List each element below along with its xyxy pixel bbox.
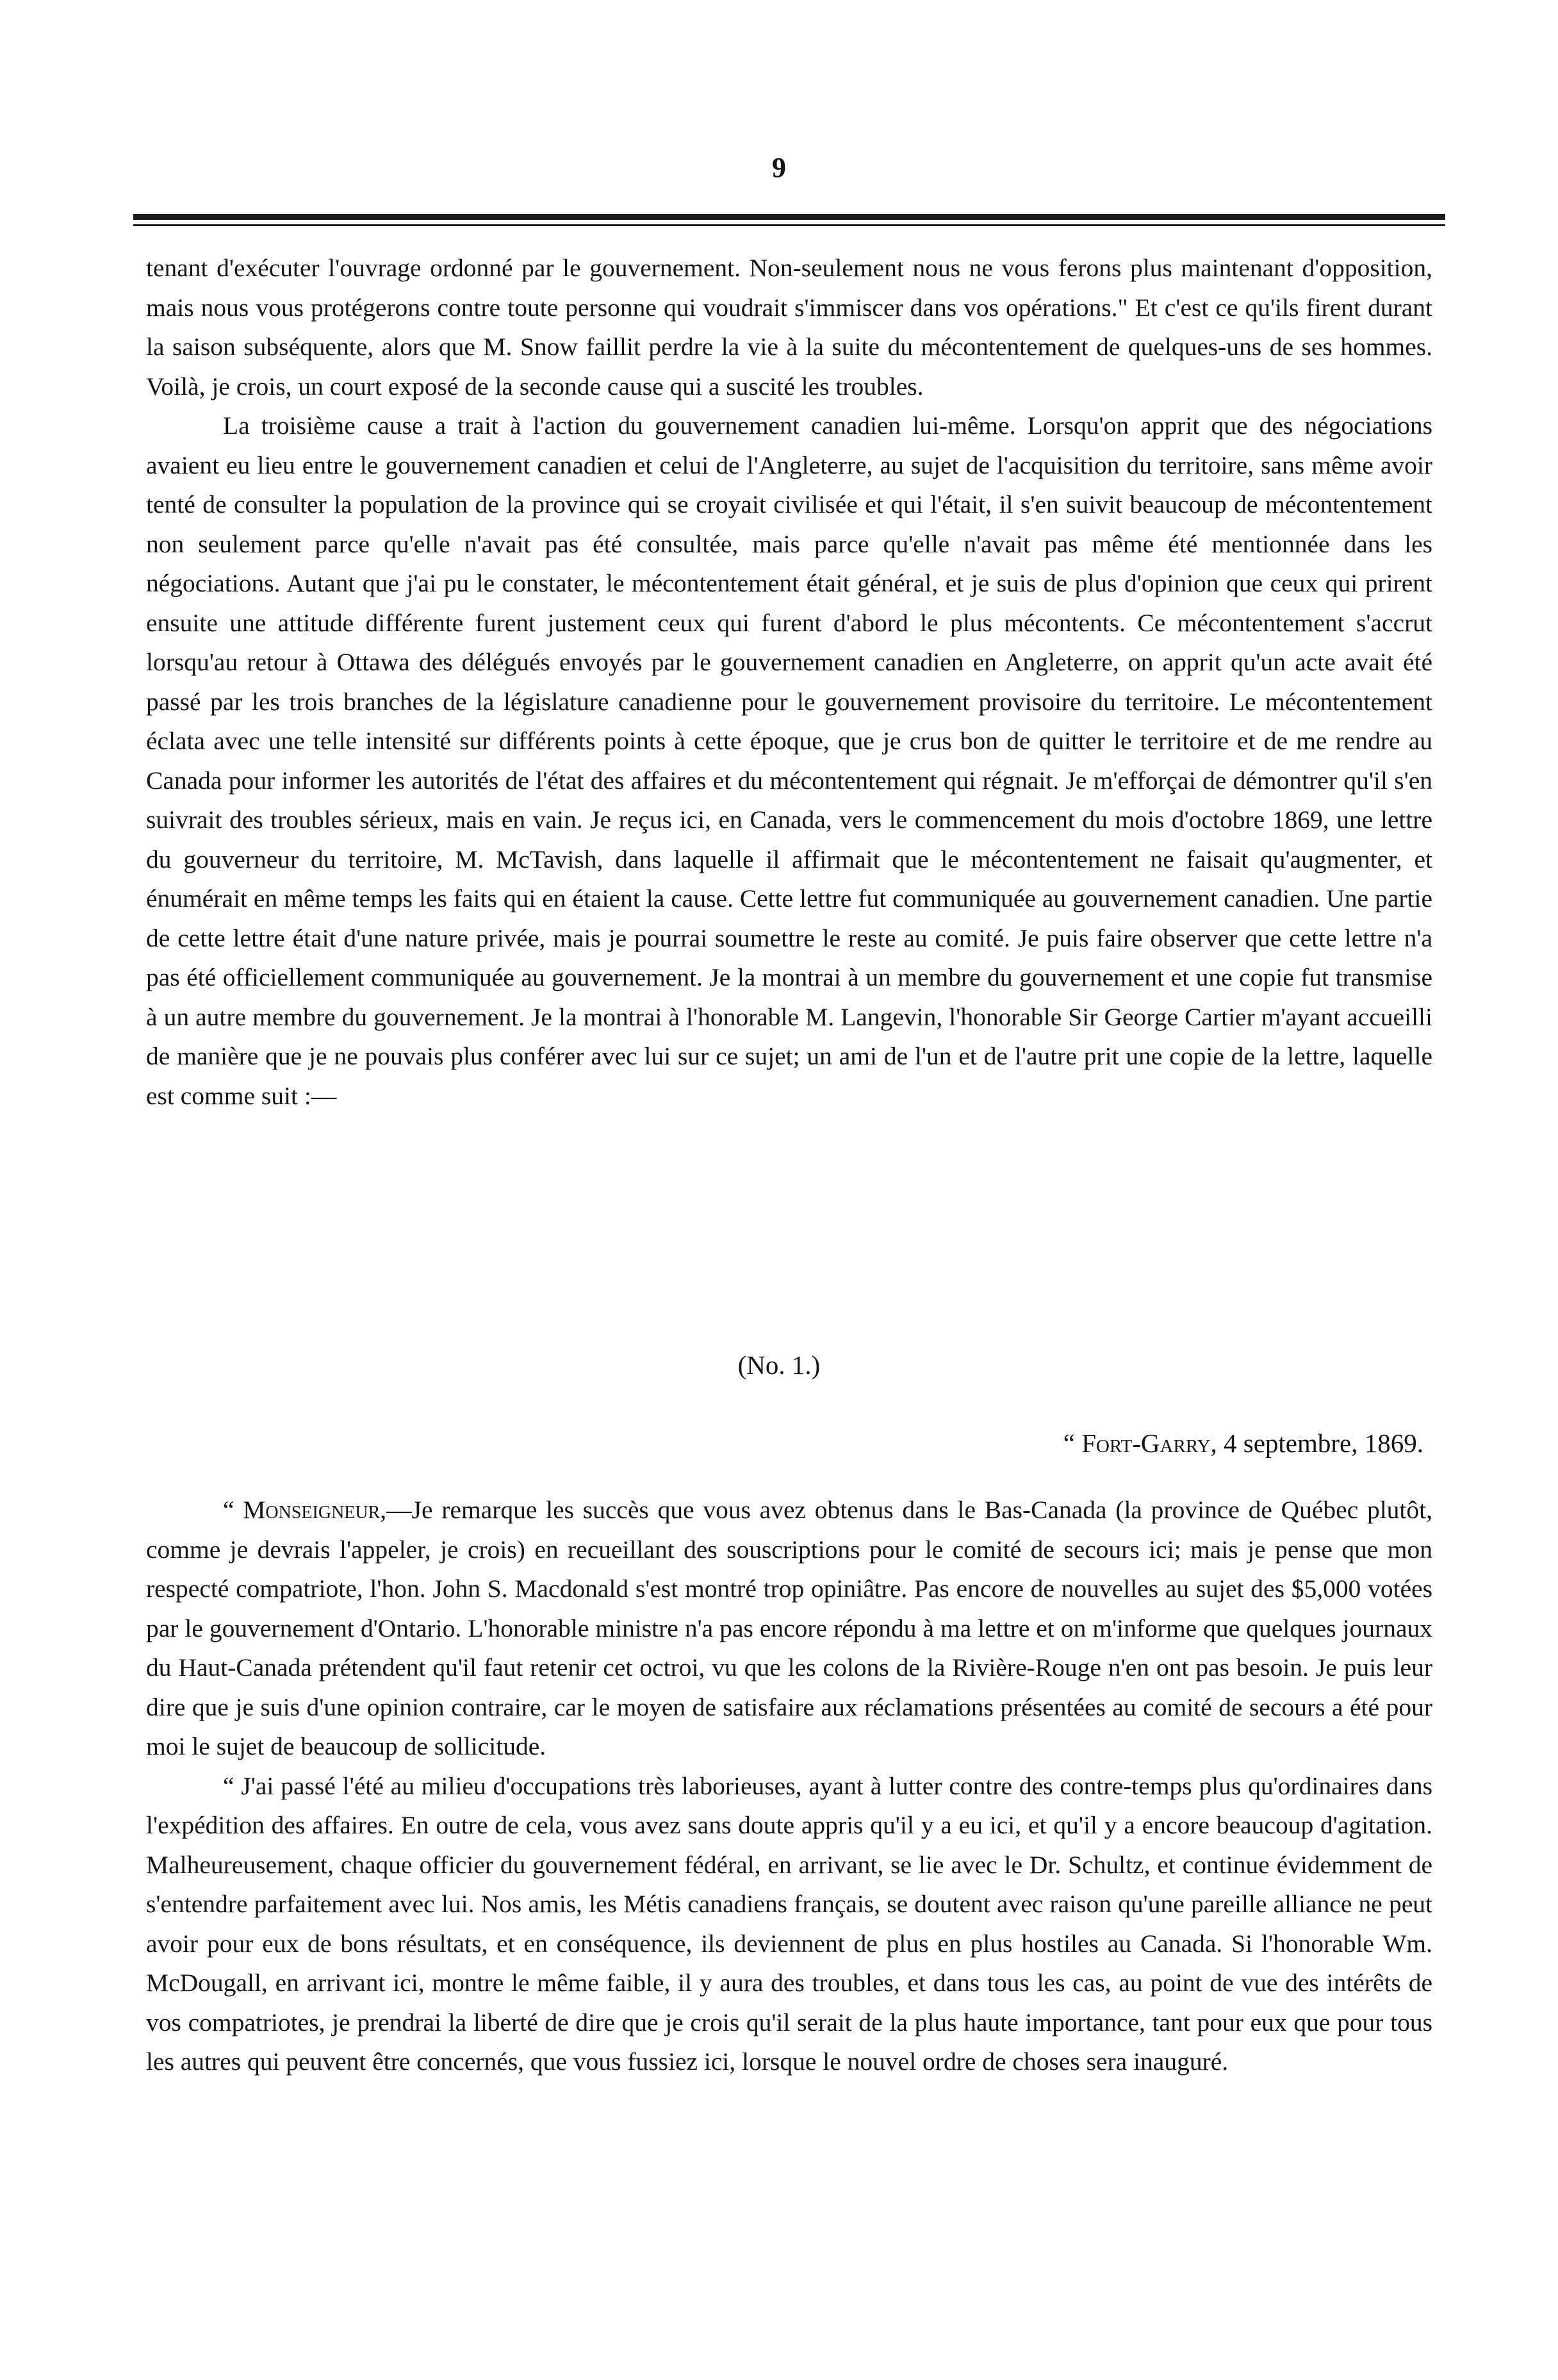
salutation: Monseigneur,: [243, 1496, 387, 1524]
paragraph: tenant d'exécuter l'ouvrage ordonné par le gouvernement. Non-seulement nous ne vous ferons plus maintenant d'opposition, mais nous vous protégerons contre toute personne qui voudrait s'immiscer dans vos opérations." Et c'est ce qu'ils firent durant la saison subséquente, alors que M. Snow faillit perdre la vie à la suite du mécontentement de quelques-uns de ses hommes. Voilà, je crois, un court exposé de la seconde cause qui a suscité les troubles.: [146, 254, 1432, 401]
letter-dateline: [1063, 1428, 1423, 1459]
letter-body: [146, 1491, 1432, 2082]
letter-number: (No. 1.): [737, 1350, 821, 1380]
paragraph: [146, 1491, 1432, 1767]
paragraph: “ J'ai passé l'été au milieu d'occupations très laborieuses, ayant à lutter contre des contre-temps plus qu'ordinaires dans l'expédition des affaires. En outre de cela, vous avez sans doute appris qu'il y a eu ici, et qu'il y a encore beaucoup d'agitation. Malheureusement, chaque officier du gouvernement fédéral, en arrivant, se lie avec le Dr. Schultz, et continue évidemment de s'entendre parfaitement avec lui. Nos amis, les Métis canadiens français, se doutent avec raison qu'une pareille alliance ne peut avoir pour eux de bons résultats, et en conséquence, ils deviennent de plus en plus hostiles au Canada. Si l'honorable Wm. McDougall, en arrivant ici, montre le même faible, il y aura des troubles, et dans tous les cas, au point de vue des intérêts de vos compatriotes, je prendrai la liberté de dire que je crois qu'il serait de la plus haute importance, tant pour eux que pour tous les autres qui peuvent être concernés, que vous fussiez ici, lorsque le nouvel ordre de choses sera inauguré.: [146, 1771, 1432, 2076]
dateline-quote: “: [1063, 1428, 1075, 1458]
paragraph: La troisième cause a trait à l'action du gouvernement canadien lui-même. Lorsqu'on apprit que des négociations avaient eu lieu entre le gouvernement canadien et celui de l'Angleterre, au sujet de l'acquisition du territoire, sans même avoir tenté de consulter la population de la province qui se croyait civilisée et qui l'était, il s'en suivit beaucoup de mécontentement non seulement parce qu'elle n'avait pas été consultée, mais parce qu'elle n'avait pas même été mentionnée dans les négociations. Autant que j'ai pu le constater, le mécontentement était général, et je suis de plus d'opinion que ceux qui prirent ensuite une attitude différente furent justement ceux qui furent d'abord le plus mécontents. Ce mécontentement s'accrut lorsqu'au retour à Ottawa des délégués envoyés par le gouvernement canadien en Angleterre, on apprit qu'un acte avait été passé par les trois branches de la législature canadienne pour le gouvernement provisoire du territoire. Le mécontentement éclata avec une telle intensité sur différents points à cette époque, que je crus bon de quitter le territoire et de me rendre au Canada pour informer les autorités de l'état des affaires et du mécontentement qui régnait. Je m'efforçai de démontrer qu'il s'en suivrait des troubles sérieux, mais en vain. Je reçus ici, en Canada, vers le commencement du mois d'octobre 1869, une lettre du gouverneur du territoire, M. McTavish, dans laquelle il affirmait que le mécontentement ne faisait qu'augmenter, et énumérait en même temps les faits qui en étaient la cause. Cette lettre fut communiquée au gouvernement canadien. Une partie de cette lettre était d'une nature privée, mais je pourrai soumettre le reste au comité. Je puis faire observer que cette lettre n'a pas été officiellement communiquée au gouvernement. Je la montrai à un membre du gouvernement et une copie fut transmise à un autre membre du gouvernement. Je la montrai à l'honorable M. Langevin, l'honorable Sir George Cartier m'ayant accueilli de manière que je ne pouvais plus conférer avec lui sur ce sujet; un ami de l'un et de l'autre prit une copie de la lettre, laquelle est comme suit :—: [146, 411, 1432, 1110]
dateline-date: 4 septembre, 1869.: [1224, 1428, 1423, 1458]
header-rule-thick: [133, 214, 1445, 220]
salutation-quote: “: [223, 1496, 234, 1524]
header-rule-thin: [133, 224, 1445, 226]
paragraph-text: —Je remarque les succès que vous avez obtenus dans le Bas-Canada (la province de Québec plutôt, comme je devrais l'appeler, je crois) en recueillant des souscriptions pour le comité de secours ici; mais je pense que mon respecté compatriote, l'hon. John S. Macdonald s'est montré trop opiniâtre. Pas encore de nouvelles au sujet des $5,000 votées par le gouvernement d'Ontario. L'honorable ministre n'a pas encore répondu à ma lettre et on m'informe que quelques journaux du Haut-Canada prétendent qu'il faut retenir cet octroi, vu que les colons de la Rivière-Rouge n'en ont pas besoin. Je puis leur dire que je suis d'une opinion contraire, car le moyen de satisfaire aux réclamations présentées au comité de secours a été pour moi le sujet de beaucoup de sollicitude.: [146, 1496, 1433, 1760]
dateline-place: Fort-Garry,: [1081, 1428, 1217, 1458]
intro-text: [146, 249, 1432, 1116]
page-number: 9: [772, 152, 786, 183]
